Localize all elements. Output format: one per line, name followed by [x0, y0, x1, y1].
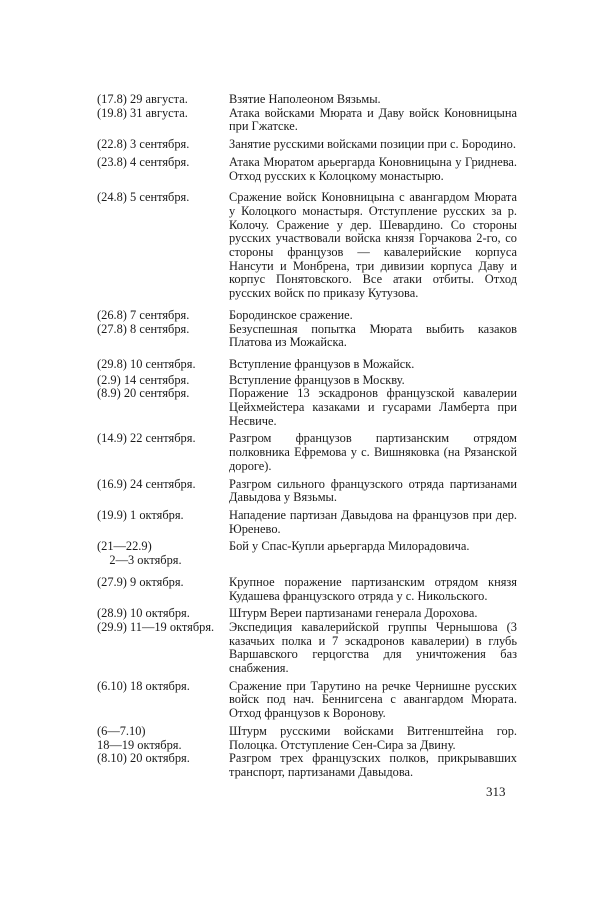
entry-text: Сражение при Тарутино на речке Чернишне русских войск под нач. Беннигсена с авангардом Мюрата. Отход французов к Воронову. — [229, 678, 517, 721]
chronology-entry — [97, 93, 517, 107]
entry-text: Бородинское сражение. — [229, 307, 353, 322]
chronology-entry — [97, 309, 517, 323]
entry-date: (16.9) 24 сентября. — [97, 476, 196, 491]
entry-date: (21—22.9) 2—3 октября. — [97, 539, 182, 568]
chronology-entry — [97, 323, 517, 350]
entry-text: Штурм Вереи партизанами генерала Дорохова. — [229, 606, 478, 621]
entry-date: (23.8) 4 сентября. — [97, 154, 190, 169]
entry-date: (26.8) 7 сентября. — [97, 307, 190, 322]
chronology-entry — [97, 432, 517, 473]
chronology-entry — [97, 680, 517, 721]
entry-date: (27.9) 9 октября. — [97, 574, 184, 589]
entry-date: (29.8) 10 сентября. — [97, 356, 196, 371]
entry-date: (24.8) 5 сентября. — [97, 190, 190, 205]
entry-date: (29.9) 11—19 октября. — [97, 619, 215, 634]
entry-date: (28.9) 10 октября. — [97, 606, 190, 621]
chronology-entry — [97, 576, 517, 603]
chronology-entry — [97, 387, 517, 428]
entry-text: Разгром трех французских полков, прикрывавших транспорт, партизанами Давыдова. — [229, 751, 517, 779]
chronology-list — [97, 93, 517, 780]
entry-text: Взятие Наполеоном Вязьмы. — [229, 92, 381, 106]
entry-date: (22.8) 3 сентября. — [97, 137, 190, 152]
entry-text: Безуспешная попытка Мюрата выбить казаков Платова из Можайска. — [229, 321, 517, 350]
chronology-entry — [97, 752, 517, 779]
chronology-entry — [97, 509, 517, 536]
entry-text: Поражение 13 эскадронов французской кавалерии Цейхмейстера казаками и гусарами Ламберта при Несвиче. — [229, 386, 517, 428]
entry-date: (2.9) 14 сентября. — [97, 372, 190, 387]
chronology-entry — [97, 374, 517, 388]
entry-text: Разгром сильного французского отряда партизанами Давыдова у Вязьмы. — [229, 476, 517, 505]
entry-date: (8.10) 20 октября. — [97, 751, 190, 766]
chronology-entry — [97, 156, 517, 183]
entry-date: (17.8) 29 августа. — [97, 92, 188, 106]
entry-text: Атака Мюратом арьергарда Коновницына у Гриднева. Отход русских к Колоцкому монастырю. — [229, 154, 517, 183]
chronology-entry — [97, 540, 517, 567]
entry-text: Экспедиция кавалерийской группы Чернышова (3 казачьих полка и 7 эскадронов кавалерии) в глубь Варшавского герцогства для уничтожения баз снабжения. — [229, 619, 517, 676]
entry-date: (14.9) 22 сентября. — [97, 431, 196, 446]
chronology-entry — [97, 107, 517, 134]
chronology-entry — [97, 191, 517, 301]
entry-date: (8.9) 20 сентября. — [97, 386, 190, 401]
chronology-entry — [97, 621, 517, 676]
entry-date: (27.8) 8 сентября. — [97, 321, 190, 336]
entry-date: (6—7.10) 18—19 октября. — [97, 723, 182, 752]
entry-date: (6.10) 18 октября. — [97, 678, 190, 693]
entry-text: Нападение партизан Давыдова на французов при дер. Юренево. — [229, 507, 517, 536]
entry-date: (19.8) 31 августа. — [97, 105, 188, 120]
entry-text: Вступление французов в Москву. — [229, 372, 405, 387]
chronology-entry — [97, 607, 517, 621]
chronology-entry — [97, 138, 517, 152]
entry-text: Вступление французов в Можайск. — [229, 356, 415, 371]
entry-text: Крупное поражение партизанским отрядом князя Кудашева французского отряда у с. Никольского. — [229, 574, 517, 603]
chronology-entry — [97, 358, 517, 372]
entry-text: Сражение войск Коновницына с авангардом Мюрата у Колоцкого монастыря. Отступление русских за р. Колочу. Сражение у дер. Шевардино. Со стороны русских участвовали войска князя Горчакова 2-го, со стороны французов — кавалерийские корпуса Нансути и Монбрена, три дивизии корпуса Даву и корпус Понятовского. Все атаки отбиты. Отход русских войск по приказу Кутузова. — [229, 190, 517, 301]
page-number: 313 — [486, 784, 506, 799]
entry-text: Бой у Спас-Купли арьергарда Милорадовича. — [229, 539, 470, 554]
entry-date: (19.9) 1 октября. — [97, 507, 184, 522]
entry-text: Занятие русскими войсками позиции при с. Бородино. — [229, 137, 516, 152]
entry-text: Разгром французов партизанским отрядом полковника Ефремова у с. Вишняковка (на Рязанской дороге). — [229, 431, 517, 473]
entry-text: Атака войсками Мюрата и Даву войск Коновницына при Гжатске. — [229, 105, 517, 134]
chronology-entry — [97, 478, 517, 505]
entry-text: Штурм русскими войсками Витгенштейна гор. Полоцка. Отступление Сен-Сира за Двину. — [229, 723, 517, 752]
chronology-entry — [97, 725, 517, 752]
